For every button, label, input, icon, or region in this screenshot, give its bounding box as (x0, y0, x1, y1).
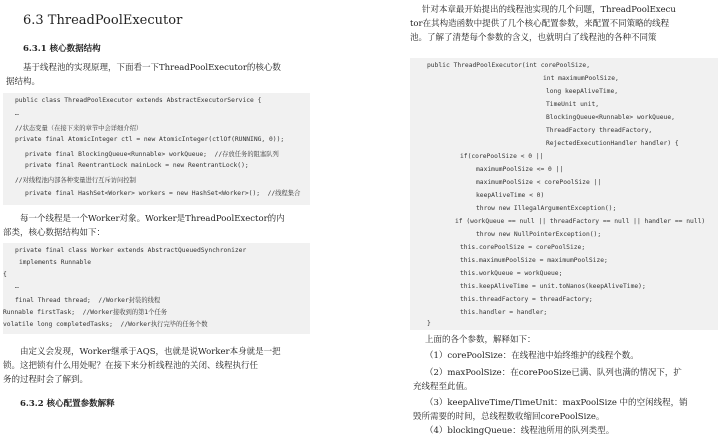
code-line: } (427, 320, 431, 327)
code-line: private final HashSet<Worker> workers = new HashSet<Worker>(); //线程集合 (25, 190, 301, 197)
code-line: private final class Worker extends AbstractQueuedSynchronizer (15, 247, 247, 254)
code-line: this.threadFactory = threadFactory; (460, 296, 593, 303)
aqs-paragraph (3, 345, 281, 387)
param-item-corepoolsize: （1）corePoolSize：在线程池中始终维护的线程个数。 (425, 351, 639, 361)
code-line: //对线程池内部各种变量进行互斥访问控制 (15, 177, 136, 184)
text-line: 由定义会发现，Worker继承于AQS，也就是说Worker本身就是一把 (20, 347, 281, 357)
text-line: 基于线程池的实现原理，下面看一下ThreadPoolExecutor的核心数 (23, 63, 281, 73)
text-line: 部类，核心数据结构如下： (3, 228, 106, 238)
code-line: ThreadFactory threadFactory, (546, 127, 653, 134)
code-line: maximumPoolSize <= 0 || (476, 166, 564, 173)
code-block-constructor (410, 58, 718, 330)
param-item-blockingqueue: （4）blockingQueue：线程池所用的队列类型。 (425, 426, 615, 436)
code-line: volatile long completedTasks; //Worker执行完毕的任务个数 (3, 321, 208, 328)
code-line: if(corePoolSize < 0 || (460, 153, 544, 160)
code-line: this.handler = handler; (460, 309, 548, 316)
params-intro: 上面的各个参数，解释如下： (425, 335, 536, 345)
code-line: public class ThreadPoolExecutor extends AbstractExecutorService { (15, 97, 262, 104)
worker-paragraph (3, 212, 285, 240)
param-item-maxpoolsize: （2）maxPoolSize：在corePooSize已满、队列也满的情况下，扩 (425, 368, 682, 378)
code-line: TimeUnit unit, (546, 101, 600, 108)
code-line: this.corePoolSize = corePoolSize; (460, 244, 586, 251)
code-block-threadpoolexecutor (3, 93, 310, 205)
param-item-keepalive-cont: 毁所需要的时间，总线程数收缩回corePoolSize。 (413, 412, 605, 422)
code-line: implements Runnable (19, 259, 92, 266)
code-line: this.maximumPoolSize = maximumPoolSize; (460, 257, 608, 264)
text-line: 务的过程时会了解到。 (3, 375, 89, 385)
code-line: this.keepAliveTime = unit.toNanos(keepAliveTime); (460, 283, 646, 290)
code-line: … (15, 283, 19, 290)
code-line: throw new IllegalArgumentException(); (476, 205, 617, 212)
code-line: private final BlockingQueue<Runnable> workQueue; //存放任务的阻塞队列 (25, 151, 279, 158)
right-intro-paragraph (410, 3, 676, 45)
code-line: int maximumPoolSize, (543, 75, 619, 82)
code-line: private final AtomicInteger ctl = new AtomicInteger(ctlOf(RUNNING, 0)); (15, 136, 285, 143)
chapter-title: 6.3 ThreadPoolExecutor (23, 13, 183, 28)
code-line: public ThreadPoolExecutor(int corePoolSize, (427, 62, 591, 69)
code-line: //状态变量（在接下来的章节中会详细介绍） (15, 125, 143, 132)
text-line: 锁。这把锁有什么用处呢？在接下来分析线程池的关闭、线程执行任 (3, 361, 259, 371)
text-line: 针对本章最开始提出的线程池实现的几个问题，ThreadPoolExecu (422, 5, 676, 15)
code-line: … (15, 110, 19, 117)
code-line: final Thread thread; //Worker封装的线程 (15, 297, 161, 304)
code-line: private final ReentrantLock mainLock = new ReentrantLock(); (25, 162, 249, 169)
code-line: this.workQueue = workQueue; (460, 270, 563, 277)
text-line: 每一个线程是一个Worker对象。Worker是ThreadPoolExector的内 (20, 214, 285, 224)
section-heading-config-params: 6.3.2 核心配置参数解释 (20, 399, 115, 409)
intro-paragraph (6, 61, 281, 89)
code-line: long keepAliveTime, (546, 88, 619, 95)
code-line: throw new NullPointerException(); (476, 231, 602, 238)
code-block-worker (3, 243, 310, 334)
text-line: 池。了解了清楚每个参数的含义，也就明白了线程池的各种不同策 (410, 33, 657, 43)
code-line: RejectedExecutionHandler handler) { (546, 140, 679, 147)
section-heading-core-data: 6.3.1 核心数据结构 (23, 44, 101, 54)
param-item-maxpoolsize-cont: 充线程至此值。 (413, 382, 473, 392)
param-item-keepalive: （3）keepAliveTime/TimeUnit：maxPoolSize 中的空闲线程，销 (425, 398, 688, 408)
code-line: Runnable firstTask; //Worker接收到的第1个任务 (3, 309, 168, 316)
code-line: { (3, 271, 7, 278)
code-line: keepAliveTime < 0) (476, 192, 545, 199)
code-line: if (workQueue == null || threadFactory == null || handler == null) (455, 218, 706, 225)
code-line: maximumPoolSize < corePoolSize || (476, 179, 602, 186)
code-line: BlockingQueue<Runnable> workQueue, (546, 114, 675, 121)
text-line: tor在其构造函数中提供了几个核心配置参数，来配置不同策略的线程 (410, 19, 670, 29)
text-line: 据结构。 (6, 77, 41, 87)
